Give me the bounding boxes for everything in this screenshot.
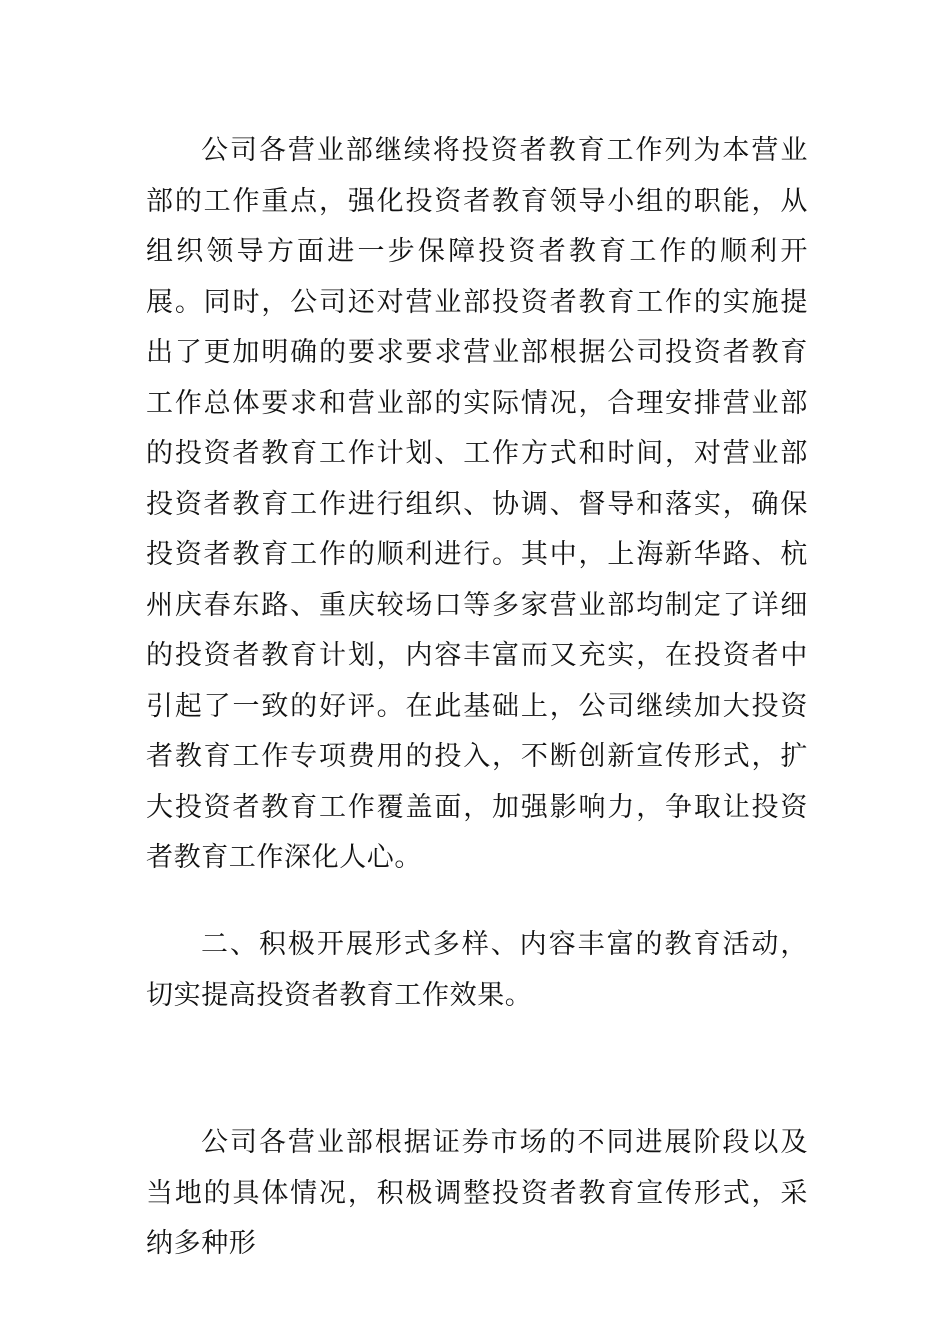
body-paragraph: 公司各营业部继续将投资者教育工作列为本营业部的工作重点，强化投资者教育领导小组的职能，从组织领导方面进一步保障投资者教育工作的顺利开展。同时，公司还对营业部投资者教育工作的实施提出了更加明确的要求要求营业部根据公司投资者教育工作总体要求和营业部的实际情况，合理安排营业部的投资者教育工作计划、工作方式和时间，对营业部投资者教育工作进行组织、协调、督导和落实，确保投资者教育工作的顺利进行。其中，上海新华路、杭州庆春东路、重庆较场口等多家营业部均制定了详细的投资者教育计划，内容丰富而又充实，在投资者中引起了一致的好评。在此基础上，公司继续加大投资者教育工作专项费用的投入，不断创新宣传形式，扩大投资者教育工作覆盖面，加强影响力，争取让投资者教育工作深化人心。	[146, 135, 808, 873]
section-heading-paragraph: 二、积极开展形式多样、内容丰富的教育活动，切实提高投资者教育工作效果。	[146, 929, 808, 1011]
body-paragraph: 公司各营业部根据证券市场的不同进展阶段以及当地的具体情况，积极调整投资者教育宣传形式，采纳多种形	[146, 1127, 808, 1259]
